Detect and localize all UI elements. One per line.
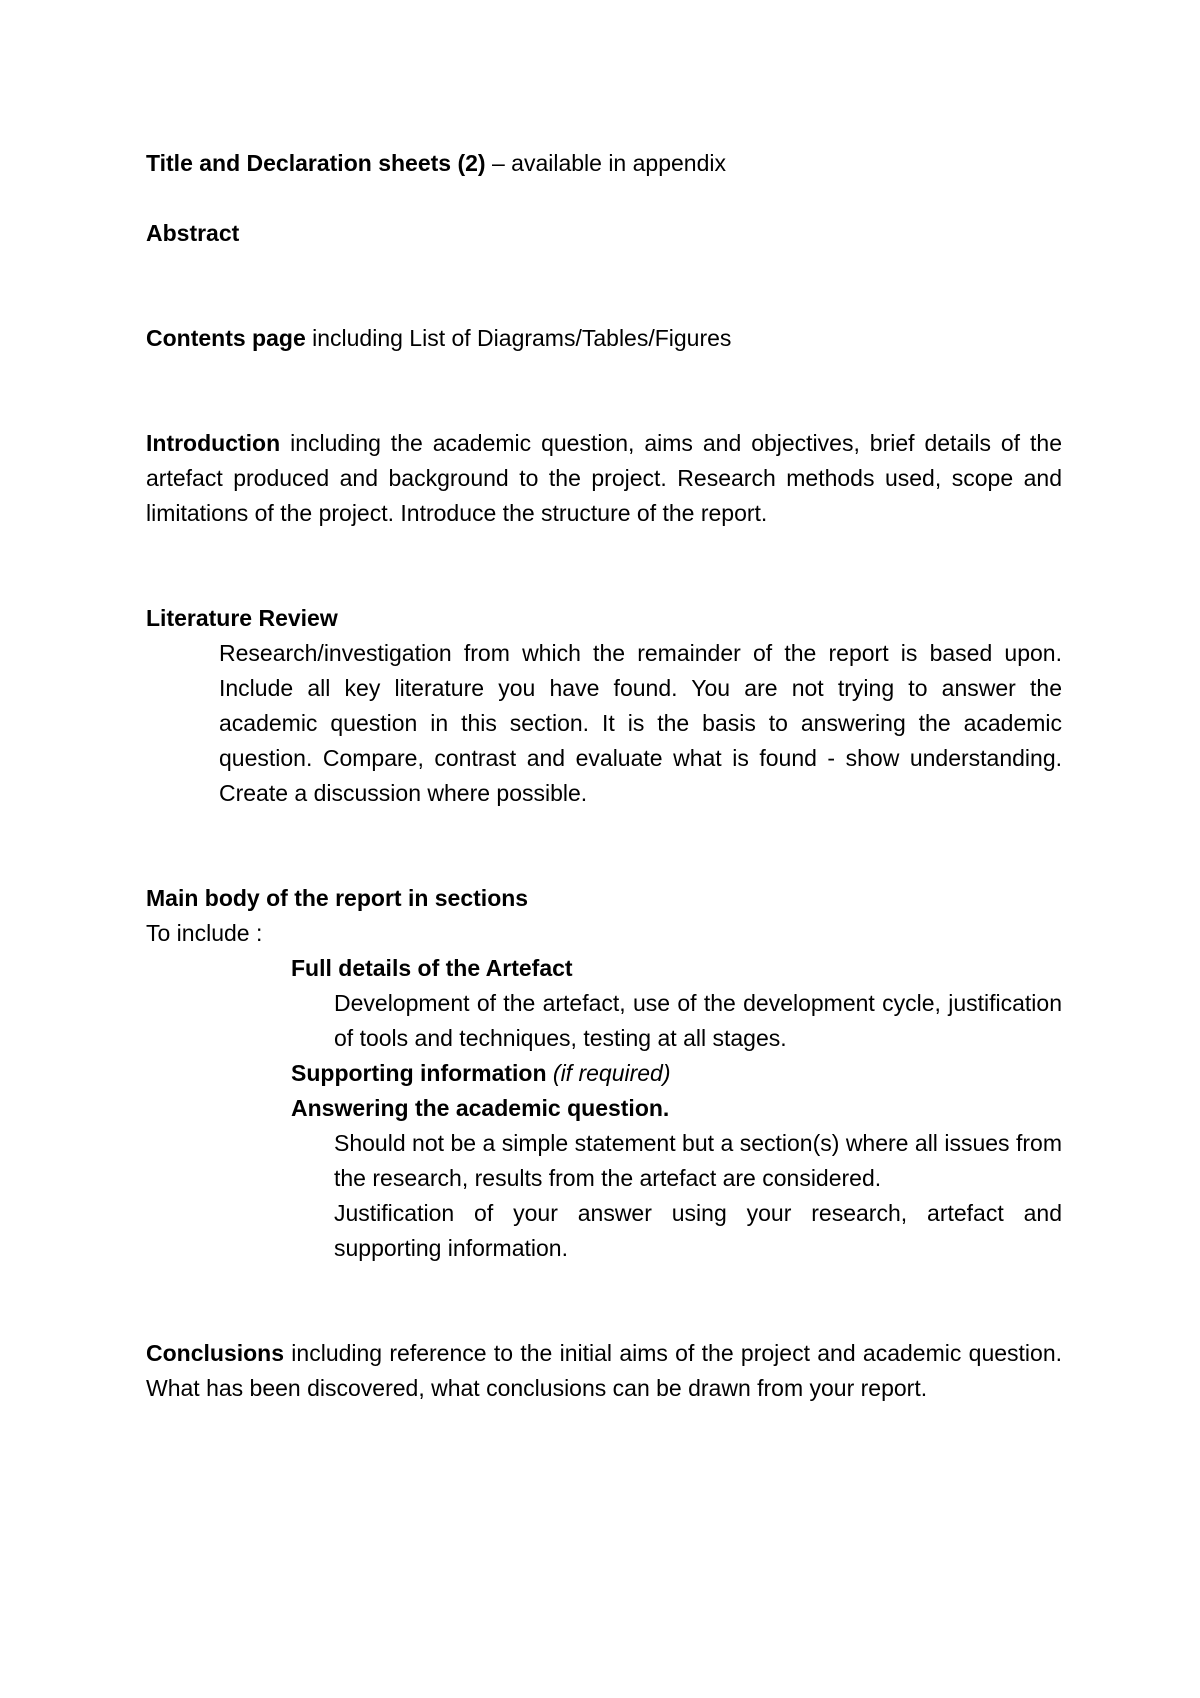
literature-review-text: Research/investigation from which the remainder of the report is based upon. Include all key literature you have found. You are not trying to answer the academic question in this section. It is the basis to answering the academic question. Compare, contrast and evaluate what is found - show understanding. Create a discussion where possible. [219, 640, 1062, 806]
title-declaration-text: – available in appendix [485, 150, 726, 176]
supporting-heading: Supporting information [291, 1060, 547, 1086]
introduction-text: including the academic question, aims and objectives, brief details of the artefact produced and background to the project. Research methods used, scope and limitations of the project. Introduce the structure of the report. [146, 430, 1062, 526]
literature-review-heading: Literature Review [146, 605, 338, 631]
main-body-subsections [291, 951, 1062, 1266]
answering-heading: Answering the academic question. [291, 1095, 670, 1121]
answering-text-2: Justification of your answer using your research, artefact and supporting information. [334, 1200, 1062, 1261]
artefact-text: Development of the artefact, use of the development cycle, justification of tools and techniques, testing at all stages. [334, 990, 1062, 1051]
main-body-intro: To include : [146, 920, 263, 946]
contents-text: including List of Diagrams/Tables/Figures [305, 325, 732, 351]
introduction-heading: Introduction [146, 430, 281, 456]
main-body-heading: Main body of the report in sections [146, 885, 529, 911]
conclusions-paragraph [146, 1336, 1062, 1406]
contents-heading: Contents page [146, 325, 306, 351]
introduction-paragraph [146, 426, 1062, 531]
conclusions-text: including reference to the initial aims of the project and academic question. What has been discovered, what conclusions can be drawn from your report. [146, 1340, 1062, 1401]
conclusions-heading: Conclusions [146, 1340, 285, 1366]
document-content [146, 146, 1062, 1406]
supporting-note: (if required) [552, 1060, 671, 1086]
contents-line [146, 321, 1062, 356]
artefact-heading: Full details of the Artefact [291, 955, 573, 981]
title-declaration-heading: Title and Declaration sheets (2) [146, 150, 486, 176]
answering-text-1: Should not be a simple statement but a section(s) where all issues from the research, results from the artefact are considered. [334, 1130, 1062, 1191]
abstract-heading: Abstract [146, 220, 240, 246]
supporting-line [291, 1056, 1062, 1091]
title-declaration-line [146, 146, 1062, 181]
